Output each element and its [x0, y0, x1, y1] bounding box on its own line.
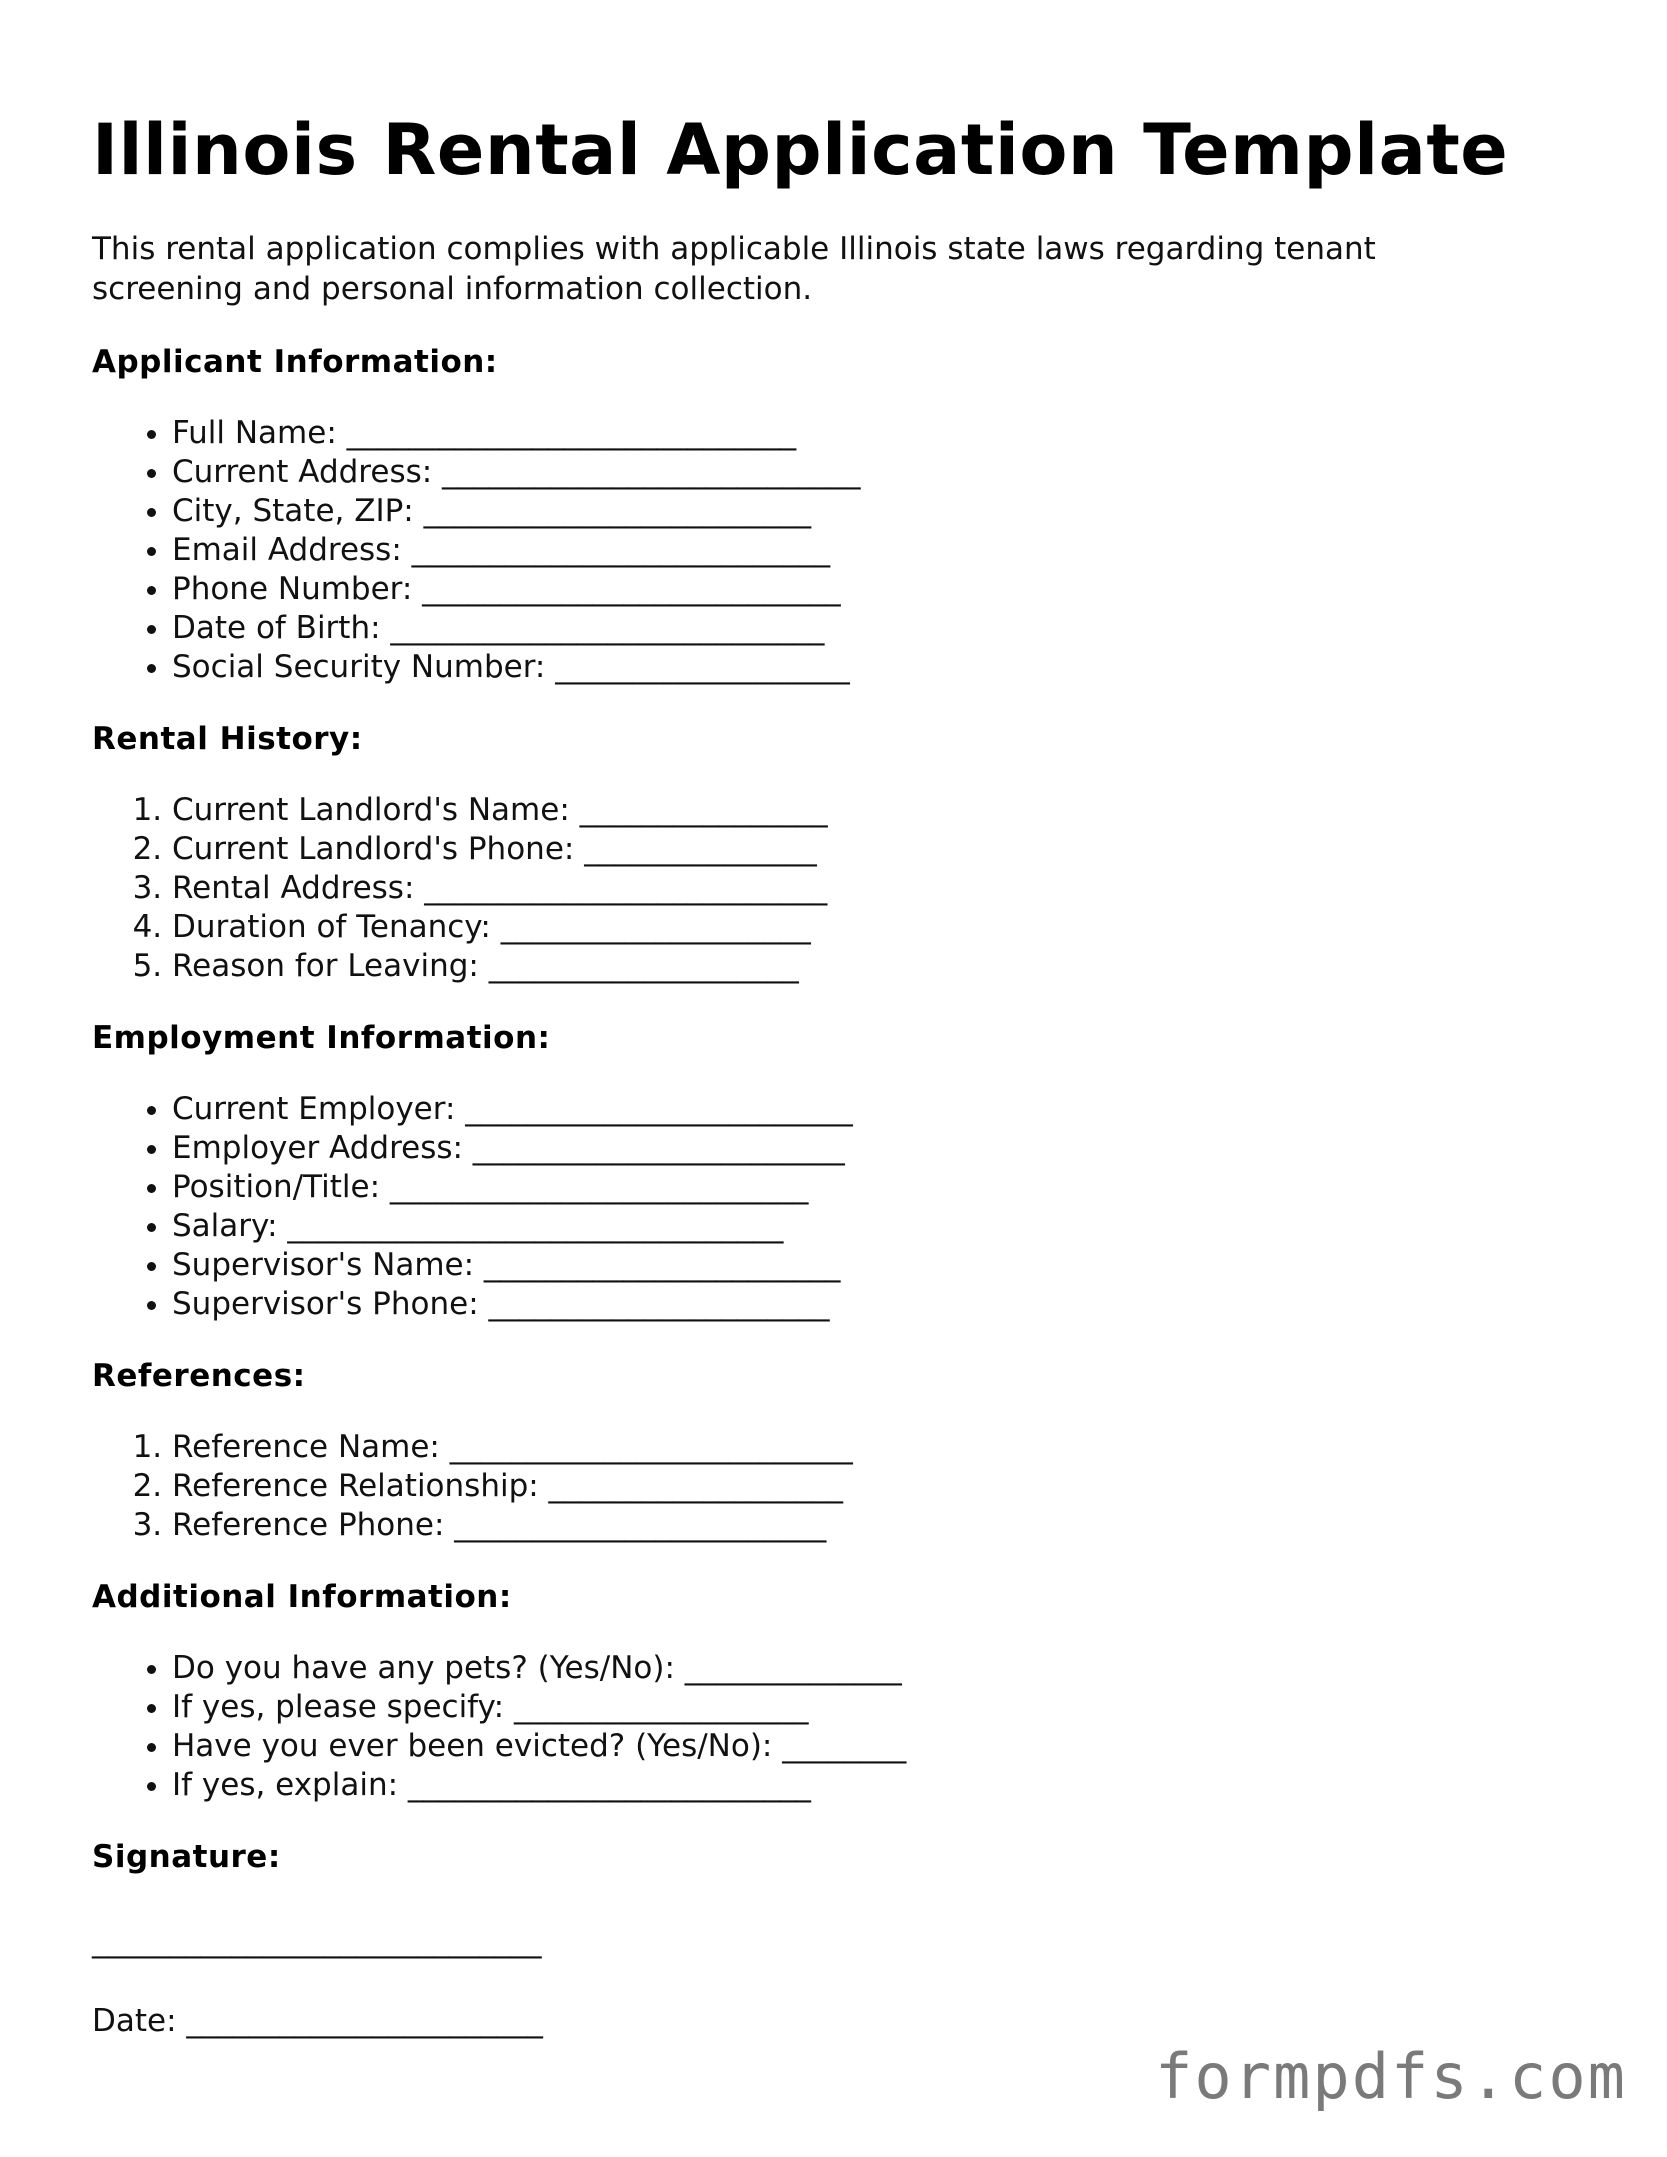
- applicant-list: [92, 414, 1572, 687]
- applicant-dob: • Date of Birth: ____________________________: [172, 609, 1572, 648]
- eviction-explain: • If yes, explain: __________________________: [172, 1766, 1572, 1805]
- supervisor-name: • Supervisor's Name: _______________________: [172, 1246, 1572, 1285]
- current-employer: • Current Employer: _________________________: [172, 1090, 1572, 1129]
- reason-for-leaving: 5. Reason for Leaving: ____________________: [172, 947, 1572, 986]
- applicant-city-state-zip: • City, State, ZIP: _________________________: [172, 492, 1572, 531]
- date-line: Date: _______________________: [92, 2002, 543, 2039]
- document-page: [92, 110, 1572, 2041]
- landlord-phone: 2. Current Landlord's Phone: _______________: [172, 830, 1572, 869]
- additional-heading: Additional Information:: [92, 1578, 512, 1615]
- reference-name: 1. Reference Name: __________________________: [172, 1428, 1572, 1467]
- rental-history-list: [92, 791, 1572, 986]
- page-title: Illinois Rental Application Template: [92, 109, 1509, 191]
- employer-address: • Employer Address: ________________________: [172, 1129, 1572, 1168]
- rental-history-heading: Rental History:: [92, 720, 363, 757]
- signature-line: _____________________________: [92, 1922, 542, 1959]
- applicant-email: • Email Address: ___________________________: [172, 531, 1572, 570]
- employment-list: [92, 1090, 1572, 1324]
- landlord-name: 1. Current Landlord's Name: ________________: [172, 791, 1572, 830]
- supervisor-phone: • Supervisor's Phone: ______________________: [172, 1285, 1572, 1324]
- applicant-full-name: • Full Name: _____________________________: [172, 414, 1572, 453]
- signature-heading: Signature:: [92, 1838, 281, 1875]
- applicant-current-address: • Current Address: ___________________________: [172, 453, 1572, 492]
- applicant-phone: • Phone Number: ___________________________: [172, 570, 1572, 609]
- references-heading: References:: [92, 1357, 306, 1394]
- intro-paragraph: This rental application complies with applicable Illinois state laws regarding tenant screening and personal information collection.: [92, 230, 1376, 307]
- pets-question: • Do you have any pets? (Yes/No): ______________: [172, 1649, 1572, 1688]
- watermark-text: formpdfs.com: [1155, 2040, 1627, 2113]
- reference-phone: 3. Reference Phone: ________________________: [172, 1506, 1572, 1545]
- references-list: [92, 1428, 1572, 1545]
- applicant-ssn: • Social Security Number: ___________________: [172, 648, 1572, 687]
- salary: • Salary: ________________________________: [172, 1207, 1572, 1246]
- reference-relationship: 2. Reference Relationship: ___________________: [172, 1467, 1572, 1506]
- eviction-question: • Have you ever been evicted? (Yes/No): ________: [172, 1727, 1572, 1766]
- employment-heading: Employment Information:: [92, 1019, 551, 1056]
- rental-address: 3. Rental Address: __________________________: [172, 869, 1572, 908]
- pets-specify: • If yes, please specify: ___________________: [172, 1688, 1572, 1727]
- applicant-heading: Applicant Information:: [92, 343, 498, 380]
- position-title: • Position/Title: ___________________________: [172, 1168, 1572, 1207]
- tenancy-duration: 4. Duration of Tenancy: ____________________: [172, 908, 1572, 947]
- additional-list: [92, 1649, 1572, 1805]
